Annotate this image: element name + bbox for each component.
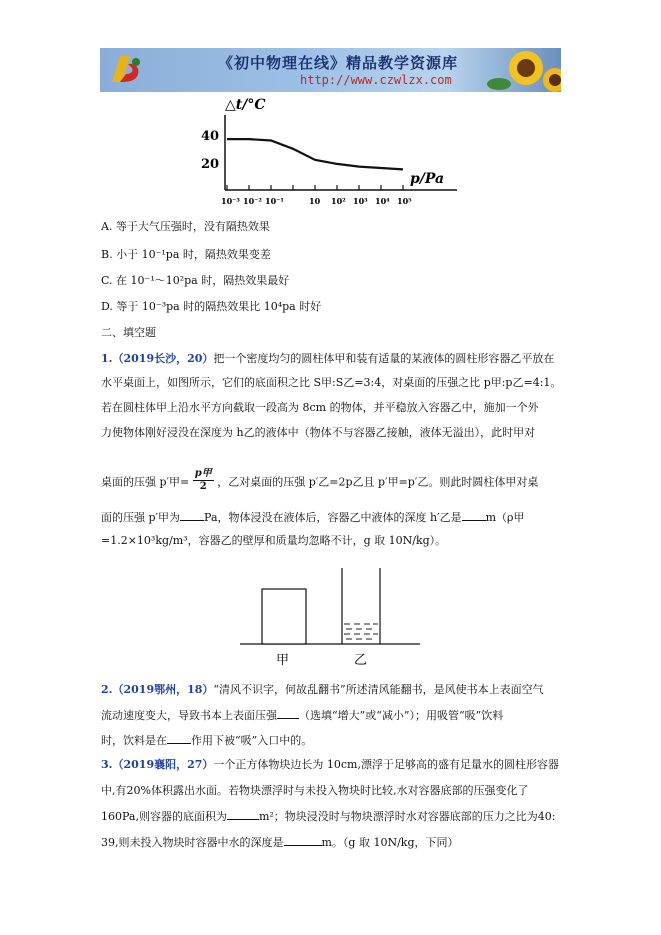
q1-line6 bbox=[101, 510, 561, 525]
chart-x-tick-label: 10 bbox=[309, 196, 321, 206]
chart-x-tick-label: 10⁻³ bbox=[221, 196, 240, 206]
option-c: C. 在 10⁻¹～10²pa 时，隔热效果最好 bbox=[101, 274, 290, 287]
q3-text4a: 39,则未投入物块时容器中水的深度是 bbox=[101, 836, 284, 849]
chart-x-tick-label: 10³ bbox=[353, 196, 368, 206]
liquid-yi bbox=[343, 622, 379, 643]
q1-text6b: Pa，物体浸没在液体后，容器乙中液体的深度 h′乙是 bbox=[204, 511, 462, 524]
q1-tag: 1.（2019长沙，20） bbox=[101, 352, 214, 365]
q2-blank1 bbox=[277, 708, 299, 719]
q3-line2: 中,有20%体积露出水面。若物块漂浮时与未投入物块时比较,水对容器底部的压强变化了 bbox=[101, 784, 529, 797]
fraction-denominator: 2 bbox=[199, 481, 207, 492]
q1-line7: =1.2×10³kg/m³，容器乙的壁厚和质量均忽略不计，g 取 10N/kg）。 bbox=[101, 534, 447, 547]
q3-line3 bbox=[101, 809, 561, 824]
banner-title: 《初中物理在线》精品教学资源库 bbox=[218, 54, 459, 72]
fraction-numerator: p甲 bbox=[194, 468, 212, 479]
chart-x-tick-label: 10⁴ bbox=[375, 196, 390, 206]
option-b: B. 小于 10⁻¹pa 时，隔热效果变差 bbox=[101, 248, 271, 261]
q1-blank1 bbox=[180, 510, 204, 521]
q1-line1 bbox=[101, 352, 561, 366]
chart-series-line bbox=[227, 139, 403, 169]
q3-line4 bbox=[101, 835, 561, 850]
q2-tag: 2.（2019鄂州，18） bbox=[101, 683, 214, 696]
q3-text3b: m²；物块浸没时与物块漂浮时水对容器底部的压力之比为40: bbox=[258, 810, 556, 823]
q2-line1 bbox=[101, 683, 561, 697]
q1-text1: 把一个密度均匀的圆柱体甲和装有适量的某液体的圆柱形容器乙平放在 bbox=[213, 352, 555, 365]
chart-x-tick-label: 10⁻¹ bbox=[265, 196, 284, 206]
chart-x-tick-label: 10⁻² bbox=[243, 196, 262, 206]
banner-url: http://www.czwlzx.com bbox=[300, 73, 452, 87]
header-banner bbox=[100, 48, 561, 92]
q3-text1: 一个正方体物块边长为 10cm,漂浮于足够高的盛有足量水的圆柱形容器 bbox=[213, 758, 559, 771]
q3-blank2 bbox=[284, 835, 322, 846]
chart-ylabel: △t/°C bbox=[225, 97, 266, 113]
q3-blank1 bbox=[227, 809, 259, 820]
cylinder-jia bbox=[262, 589, 306, 644]
q1-fraction bbox=[193, 468, 214, 493]
q3-tag: 3.（2019襄阳，27） bbox=[101, 758, 214, 771]
label-yi: 乙 bbox=[354, 653, 368, 668]
q1-text6a: 面的压强 p′甲为 bbox=[101, 511, 181, 524]
label-jia: 甲 bbox=[276, 653, 290, 668]
q1-line4: 力使物体刚好浸没在深度为 h乙的液体中（物体不与容器乙接触，液体无溢出），此时甲对 bbox=[101, 426, 536, 439]
chart-xlabel: p/Pa bbox=[410, 171, 445, 187]
q2-text2a: 流动速度变大，导致书本上表面压强 bbox=[101, 709, 277, 722]
q1-line3: 若在圆柱体甲上沿水平方向截取一段高为 8cm 的物体，并平稳放入容器乙中，施加一个外 bbox=[101, 401, 539, 414]
q1-line5 bbox=[101, 470, 561, 495]
q2-line2 bbox=[101, 708, 561, 723]
q2-text2b: （选填“增大”或“减小”）；用吸管“吸”饮料 bbox=[299, 709, 504, 722]
q2-text3b: 作用下被“吸”入口中的。 bbox=[191, 734, 313, 747]
containers-figure bbox=[240, 560, 420, 670]
q3-line1 bbox=[101, 758, 561, 772]
q2-line3 bbox=[101, 733, 561, 748]
q2-blank2 bbox=[167, 733, 191, 744]
sunflower-icon bbox=[481, 48, 561, 92]
site-logo-icon bbox=[106, 52, 146, 88]
option-a: A. 等于大气压强时，没有隔热效果 bbox=[101, 220, 270, 233]
option-d: D. 等于 10⁻³pa 时的隔热效果比 10⁴pa 时好 bbox=[101, 300, 322, 313]
q1-text5b: ，乙对桌面的压强 p′乙=2p乙且 p′甲=p′乙。则此时圆柱体甲对桌 bbox=[217, 475, 539, 489]
chart-x-tick-label: 10⁵ bbox=[397, 196, 412, 206]
temperature-pressure-chart bbox=[195, 95, 460, 213]
q1-text6c: m（ρ甲 bbox=[485, 511, 525, 524]
q2-text3a: 时，饮料是在 bbox=[101, 734, 167, 747]
section-heading: 二、填空题 bbox=[101, 326, 156, 339]
chart-ytick-20: 20 bbox=[201, 157, 220, 172]
q1-text5a: 桌面的压强 p′甲= bbox=[101, 475, 190, 489]
q1-blank2 bbox=[462, 510, 486, 521]
chart-x-tick-label: 10² bbox=[331, 196, 346, 206]
chart-ytick-40: 40 bbox=[201, 129, 220, 144]
q2-text1: “清风不识字，何故乱翻书”所述清风能翻书，是风使书本上表面空气 bbox=[213, 683, 544, 696]
q3-text3a: 160Pa,则容器的底面积为 bbox=[101, 810, 227, 823]
chart-x-ticks bbox=[221, 185, 412, 206]
q3-text4b: m。（g 取 10N/kg，下同） bbox=[321, 836, 459, 849]
q1-line2: 水平桌面上，如图所示，它们的底面积之比 S甲:S乙=3:4，对桌面的压强之比 p甲:p乙=4:1。 bbox=[101, 376, 562, 389]
